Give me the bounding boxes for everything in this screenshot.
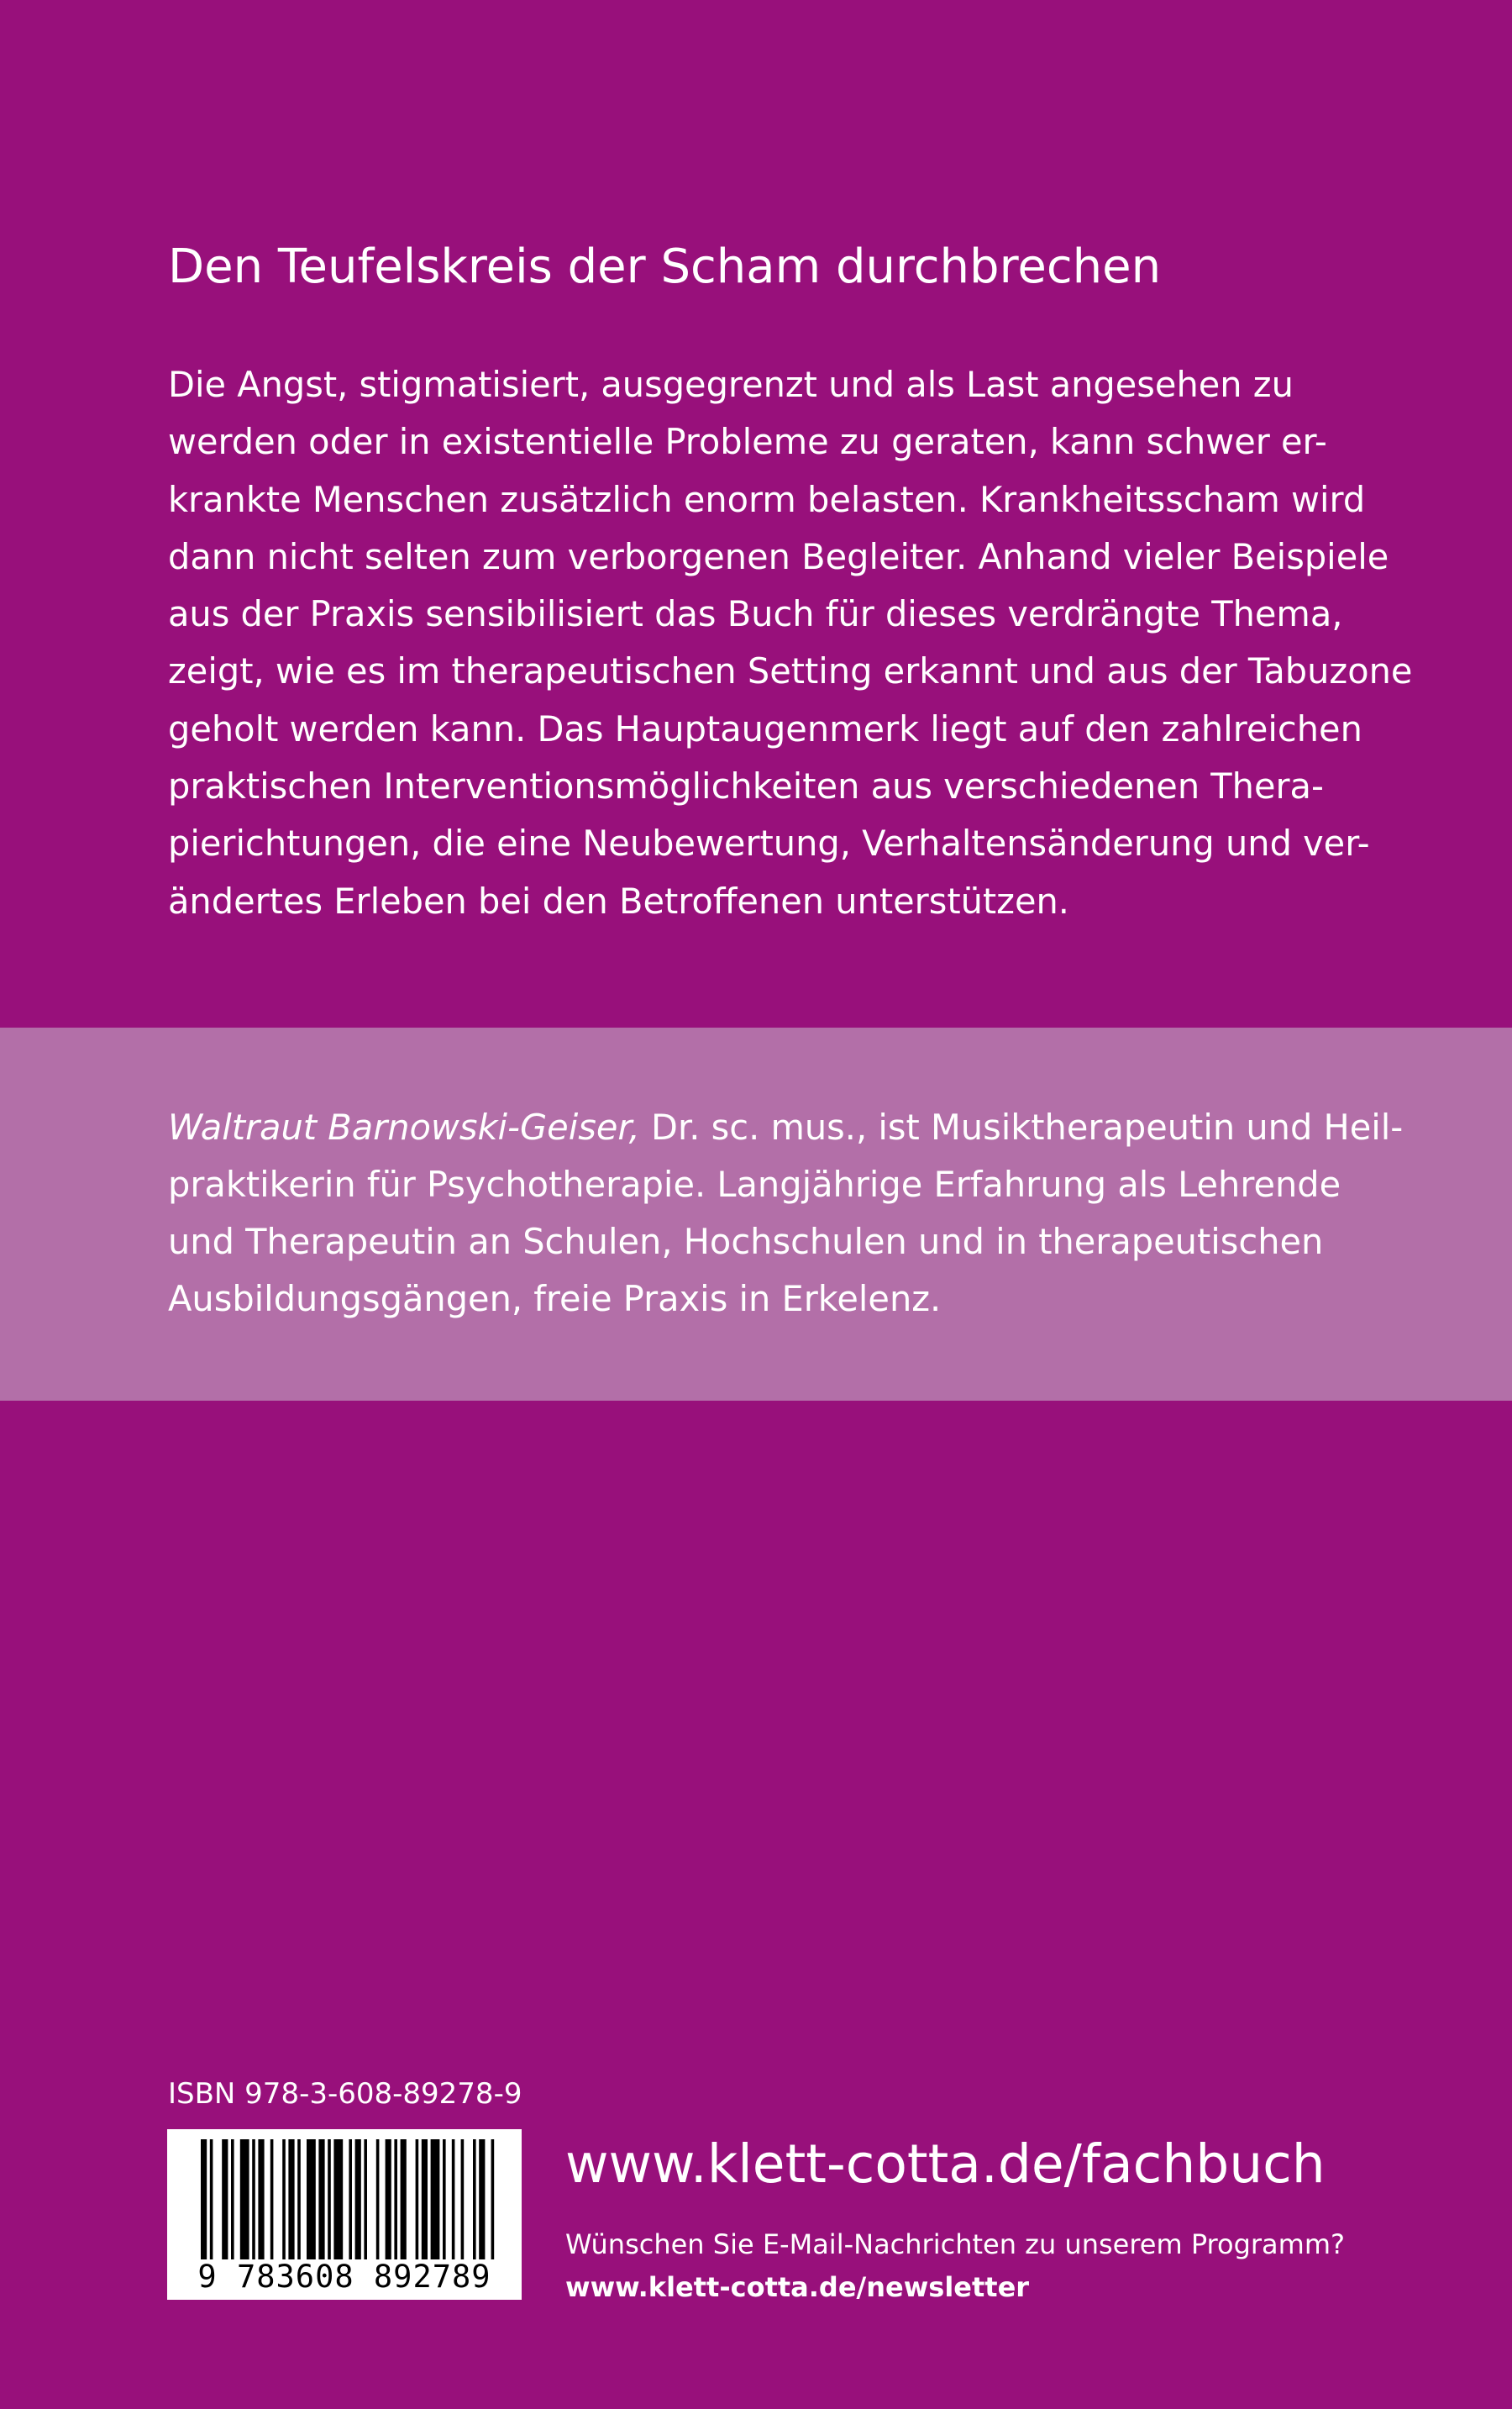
barcode-bar — [270, 2139, 274, 2259]
blurb-line: werden oder in existentielle Probleme zu geraten, kann schwer er- — [168, 421, 1327, 463]
blurb-line: ändertes Erleben bei den Betroffenen unterstützen. — [168, 880, 1069, 922]
blurb-line: geholt werden kann. Das Hauptaugenmerk liegt auf den zahlreichen — [168, 707, 1362, 750]
barcode-bar — [422, 2139, 428, 2259]
barcode-bar — [443, 2139, 446, 2259]
barcode-bar — [473, 2139, 476, 2259]
barcode-bar — [431, 2139, 440, 2259]
barcode-bar — [297, 2139, 301, 2259]
headline: Den Teufelskreis der Scham durchbrechen — [168, 239, 1162, 294]
blurb-text — [168, 356, 1413, 930]
barcode-bar — [349, 2139, 352, 2259]
author-bio-line: Ausbildungsgängen, freie Praxis in Erkelenz. — [168, 1278, 942, 1319]
author-bio-line — [168, 1099, 1404, 1156]
blurb-line: zeigt, wie es im therapeutischen Setting erkannt und aus der Tabuzone — [168, 650, 1413, 692]
barcode-bar — [288, 2139, 294, 2259]
barcode-bar — [355, 2139, 361, 2259]
barcode-bar — [401, 2139, 407, 2259]
isbn-label: ISBN 978-3-608-89278-9 — [168, 2077, 522, 2111]
author-bio — [168, 1099, 1404, 1328]
barcode-bar — [452, 2139, 455, 2259]
newsletter-question: Wünschen Sie E-Mail-Nachrichten zu unserem Programm? — [565, 2228, 1345, 2260]
blurb-line: dann nicht selten zum verborgenen Begleiter. Anhand vieler Beispiele — [168, 535, 1389, 577]
barcode-bar — [376, 2139, 380, 2259]
barcode-bar — [479, 2139, 485, 2259]
barcode-bar — [491, 2139, 495, 2259]
barcode-bar — [318, 2139, 324, 2259]
barcode-bar — [333, 2139, 343, 2259]
barcode-bar — [210, 2139, 213, 2259]
newsletter-link[interactable]: www.klett-cotta.de/newsletter — [565, 2271, 1030, 2303]
blurb-line: aus der Praxis sensibilisiert das Buch für dieses verdrängte Thema, — [168, 593, 1343, 635]
barcode-bar — [252, 2139, 255, 2259]
author-name: Waltraut Barnowski-Geiser, — [168, 1107, 640, 1148]
author-bio-first-line: Dr. sc. mus., ist Musiktherapeutin und Heil- — [639, 1107, 1404, 1148]
blurb-line: Die Angst, stigmatisiert, ausgegrenzt und als Last angesehen zu — [168, 364, 1294, 405]
barcode — [167, 2129, 522, 2300]
barcode-bar — [282, 2139, 286, 2259]
author-bio-line: und Therapeutin an Schulen, Hochschulen und in therapeutischen — [168, 1221, 1324, 1262]
barcode-bar — [386, 2139, 391, 2259]
barcode-digits: 9 783608 892789 — [197, 2259, 491, 2295]
barcode-bar — [307, 2139, 316, 2259]
barcode-bar — [222, 2139, 228, 2259]
barcode-bar — [394, 2139, 397, 2259]
barcode-bar — [461, 2139, 465, 2259]
barcode-bar — [231, 2139, 234, 2259]
blurb-line: pierichtungen, die eine Neubewertung, Verhaltensänderung und ver- — [168, 823, 1370, 865]
website-link[interactable]: www.klett-cotta.de/fachbuch — [565, 2133, 1326, 2195]
barcode-bar — [240, 2139, 249, 2259]
barcode-bar — [328, 2139, 331, 2259]
barcode-bar — [201, 2139, 207, 2259]
author-bio-line: praktikerin für Psychotherapie. Langjährige Erfahrung als Lehrende — [168, 1164, 1341, 1205]
blurb-line: praktischen Interventionsmöglichkeiten aus verschiedenen Thera- — [168, 765, 1324, 807]
barcode-bar — [416, 2139, 419, 2259]
blurb-line: krankte Menschen zusätzlich enorm belasten. Krankheitsscham wird — [168, 478, 1366, 520]
barcode-bar — [258, 2139, 264, 2259]
barcode-bar — [364, 2139, 367, 2259]
